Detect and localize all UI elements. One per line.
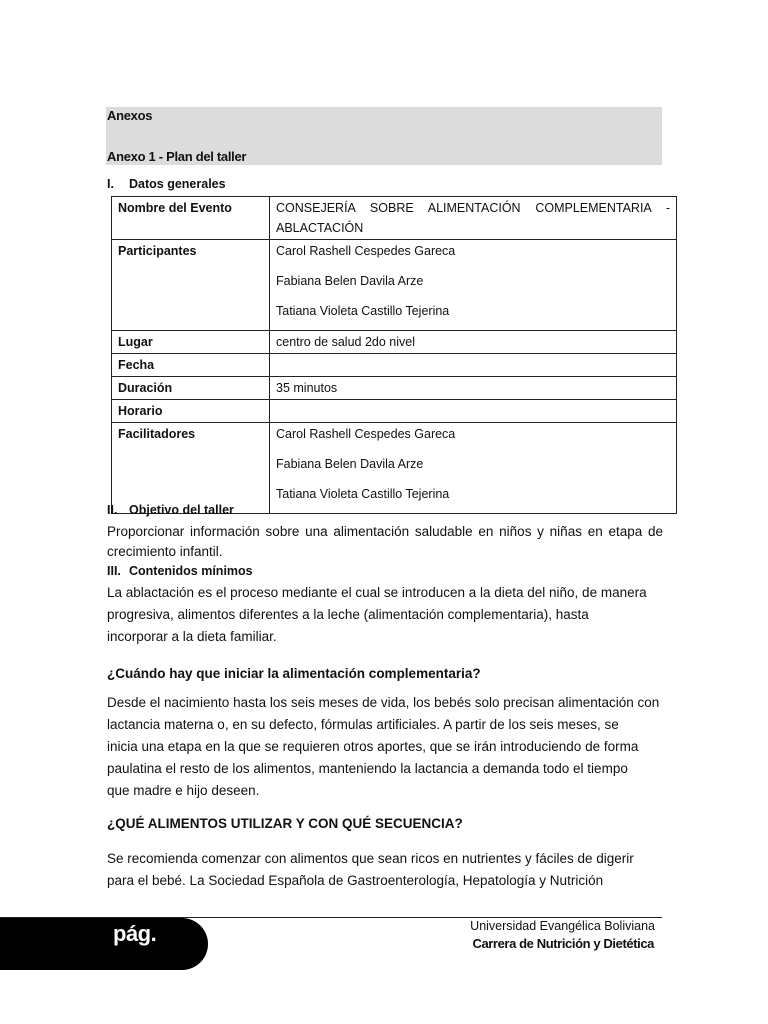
paragraph-line: La ablactación es el proceso mediante el cual se introducen a la dieta del niño, de manera <box>107 585 647 600</box>
participant-name: Fabiana Belen Davila Arze <box>276 274 424 288</box>
page-label: pág. <box>113 921 157 946</box>
table-value: 35 minutos <box>270 377 677 400</box>
table-row <box>112 240 677 331</box>
objetivo-paragraph: Proporcionar información sobre una alimentación saludable en niños y niñas en etapa de crecimiento infantil. <box>107 524 663 559</box>
section-title: Objetivo del taller <box>129 503 234 517</box>
event-name-line1: CONSEJERÍA SOBRE ALIMENTACIÓN COMPLEMENTARIA - <box>276 201 670 215</box>
paragraph-line: inicia una etapa en la que se requieren otros aportes, que se irán introduciendo de forma <box>107 739 639 754</box>
section-title: Contenidos mínimos <box>129 564 253 578</box>
section-number: III. <box>107 564 121 578</box>
table-label: Fecha <box>112 354 270 377</box>
paragraph-line: para el bebé. La Sociedad Española de Gastroenterología, Hepatología y Nutrición <box>107 873 604 888</box>
table-label: Horario <box>112 400 270 423</box>
table-label: Duración <box>112 377 270 400</box>
participant-name: Tatiana Violeta Castillo Tejerina <box>276 304 450 318</box>
university-name: Universidad Evangélica Boliviana <box>470 919 655 933</box>
paragraph-line: Se recomienda comenzar con alimentos que sean ricos en nutrientes y fáciles de digerir <box>107 851 634 866</box>
section-objetivo <box>107 503 234 517</box>
section-number: I. <box>107 177 114 191</box>
table-value <box>270 197 677 240</box>
table-label: Nombre del Evento <box>112 197 270 240</box>
facilitator-name: Fabiana Belen Davila Arze <box>276 457 424 471</box>
table-label: Participantes <box>112 240 270 331</box>
table-row <box>112 423 677 514</box>
answer-paragraph-2 <box>107 848 663 892</box>
table-row <box>112 331 677 354</box>
table-row <box>112 197 677 240</box>
career-name: Carrera de Nutrición y Dietética <box>472 936 654 951</box>
table-label: Facilitadores <box>112 423 270 514</box>
event-info-table <box>111 196 677 514</box>
anexos-title: Anexos <box>107 108 153 123</box>
table-row <box>112 377 677 400</box>
table-value <box>270 423 677 514</box>
participant-name: Carol Rashell Cespedes Gareca <box>276 244 456 258</box>
paragraph-line: que madre e hijo deseen. <box>107 783 260 798</box>
page-number-tab <box>0 918 208 970</box>
table-value <box>270 240 677 331</box>
paragraph-line: Desde el nacimiento hasta los seis meses de vida, los bebés solo precisan alimentación con <box>107 695 660 710</box>
table-value <box>270 354 677 377</box>
table-row <box>112 400 677 423</box>
facilitator-name: Carol Rashell Cespedes Gareca <box>276 427 456 441</box>
question-heading-2: ¿QUÉ ALIMENTOS UTILIZAR Y CON QUÉ SECUENCIA? <box>107 816 463 831</box>
section-number: II. <box>107 503 118 517</box>
event-name-line2: ABLACTACIÓN <box>276 221 364 235</box>
table-value <box>270 400 677 423</box>
contenidos-paragraph <box>107 582 663 648</box>
table-row <box>112 354 677 377</box>
paragraph-line: incorporar a la dieta familiar. <box>107 629 277 644</box>
facilitator-name: Tatiana Violeta Castillo Tejerina <box>276 487 450 501</box>
paragraph-line: paulatina el resto de los alimentos, manteniendo la lactancia a demanda todo el tiempo <box>107 761 628 776</box>
section-contenidos <box>107 564 253 578</box>
paragraph-line: lactancia materna o, en su defecto, fórmulas artificiales. A partir de los seis meses, se <box>107 717 619 732</box>
table-label: Lugar <box>112 331 270 354</box>
anexo1-title: Anexo 1 - Plan del taller <box>107 149 247 164</box>
section-datos-generales <box>107 177 226 191</box>
question-heading-1: ¿Cuándo hay que iniciar la alimentación complementaria? <box>107 666 481 681</box>
answer-paragraph-1 <box>107 692 663 802</box>
paragraph-line: progresiva, alimentos diferentes a la leche (alimentación complementaria), hasta <box>107 607 589 622</box>
table-value: centro de salud 2do nivel <box>270 331 677 354</box>
section-title: Datos generales <box>129 177 226 191</box>
